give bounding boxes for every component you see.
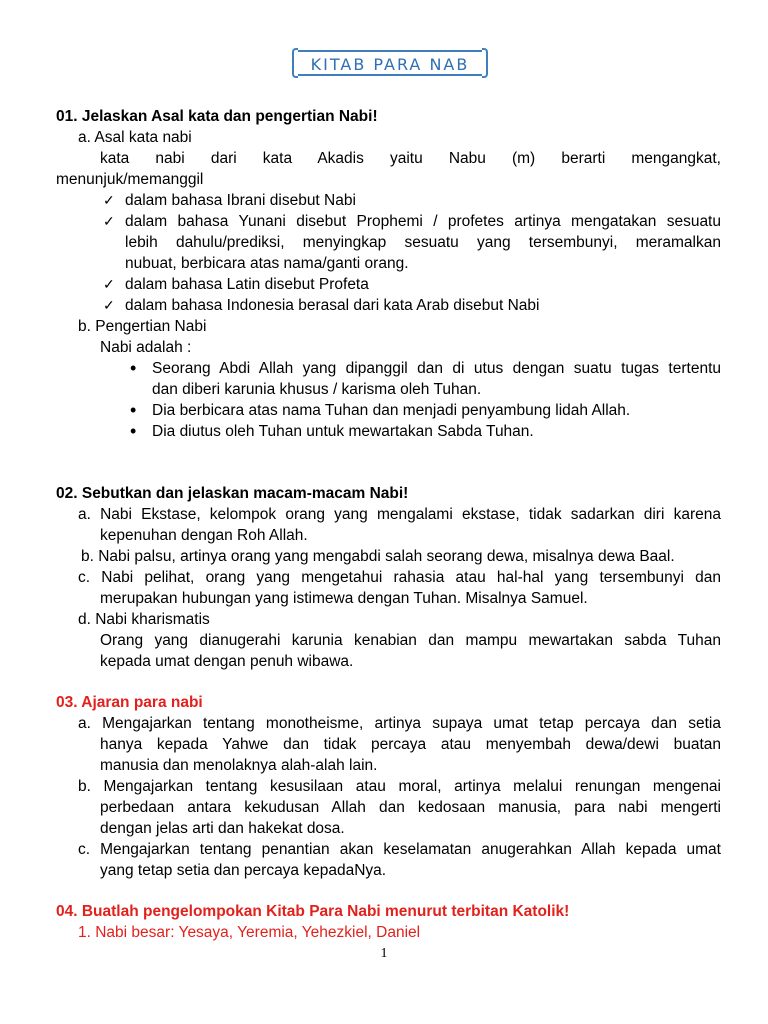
- q4-item-1: 1. Nabi besar: Yesaya, Yeremia, Yehezkiel, Daniel: [78, 924, 421, 941]
- q3-a-line2: hanya kepada Yahwe dan tidak percaya atau menyembah dewa/dewi buatan: [100, 736, 721, 753]
- check-item-cont: lebih dahulu/prediksi, menyingkap sesuatu yang tersembunyi, meramalkan: [125, 234, 721, 251]
- q2-a-line1: a. Nabi Ekstase, kelompok orang yang mengalami ekstase, tidak sadarkan diri karena: [78, 506, 721, 523]
- q3-c-line1: c. Mengajarkan tentang penantian akan keselamatan anugerahkan Allah kepada umat: [78, 841, 721, 858]
- q3-c-line2: yang tetap setia dan percaya kepadaNya.: [100, 862, 387, 879]
- q1-a-line2: menunjuk/memanggil: [56, 171, 204, 188]
- bullet-item: • Seorang Abdi Allah yang dipanggil dan di utus dengan suatu tugas tertentu: [152, 358, 721, 379]
- check-item: ✓ dalam bahasa Ibrani disebut Nabi: [125, 190, 356, 211]
- check-item-cont: nubuat, berbicara atas nama/ganti orang.: [125, 255, 409, 272]
- q2-c-line1: c. Nabi pelihat, orang yang mengetahui rahasia atau hal-hal yang tersembunyi dan: [78, 569, 721, 586]
- q1-b-label: b. Pengertian Nabi: [78, 318, 207, 335]
- q3-b-line1: b. Mengajarkan tentang kesusilaan atau moral, artinya melalui renungan mengenai: [78, 778, 721, 795]
- q3-b-line3: dengan jelas arti dan hakekat dosa.: [100, 820, 345, 837]
- q1-heading: 01. Jelaskan Asal kata dan pengertian Nabi!: [56, 108, 378, 125]
- page-number: 1: [380, 946, 388, 961]
- document-title: KITAB PARA NAB: [310, 55, 470, 74]
- bullet-item-cont: dan diberi karunia khusus / karisma oleh Tuhan.: [152, 381, 482, 398]
- check-item: ✓ dalam bahasa Latin disebut Profeta: [125, 274, 369, 295]
- check-item: ✓ dalam bahasa Indonesia berasal dari kata Arab disebut Nabi: [125, 295, 539, 316]
- title-banner: [292, 46, 490, 80]
- q3-a-line3: manusia dan menolaknya alah-alah lain.: [100, 757, 378, 774]
- q1-a-label: a. Asal kata nabi: [78, 129, 192, 146]
- q1-b-intro: Nabi adalah :: [100, 339, 192, 356]
- q1-a-line1: kata nabi dari kata Akadis yaitu Nabu (m) berarti mengangkat,: [100, 150, 721, 167]
- q3-heading: 03. Ajaran para nabi: [56, 694, 203, 711]
- q2-d-line2: Orang yang dianugerahi karunia kenabian dan mampu mewartakan sabda Tuhan: [100, 632, 721, 649]
- q2-d-line3: kepada umat dengan penuh wibawa.: [100, 653, 354, 670]
- q2-d-line1: d. Nabi kharismatis: [78, 611, 210, 628]
- bullet-item: • Dia berbicara atas nama Tuhan dan menjadi penyambung lidah Allah.: [152, 400, 630, 421]
- q3-a-line1: a. Mengajarkan tentang monotheisme, artinya supaya umat tetap percaya dan setia: [78, 715, 721, 732]
- check-item: ✓ dalam bahasa Yunani disebut Prophemi / profetes artinya mengatakan sesuatu: [125, 211, 721, 232]
- q3-b-line2: perbedaan antara kekudusan Allah dan kedosaan manusia, para nabi mengerti: [100, 799, 721, 816]
- q2-b-line1: b. Nabi palsu, artinya orang yang mengabdi salah seorang dewa, misalnya dewa Baal.: [81, 548, 675, 565]
- q2-heading: 02. Sebutkan dan jelaskan macam-macam Nabi!: [56, 485, 409, 502]
- q4-heading: 04. Buatlah pengelompokan Kitab Para Nabi menurut terbitan Katolik!: [56, 903, 570, 920]
- title-scroll-frame: [296, 50, 484, 76]
- bullet-item: • Dia diutus oleh Tuhan untuk mewartakan Sabda Tuhan.: [152, 421, 534, 442]
- q2-c-line2: merupakan hubungan yang istimewa dengan Tuhan. Misalnya Samuel.: [100, 590, 588, 607]
- q2-a-line2: kepenuhan dengan Roh Allah.: [100, 527, 308, 544]
